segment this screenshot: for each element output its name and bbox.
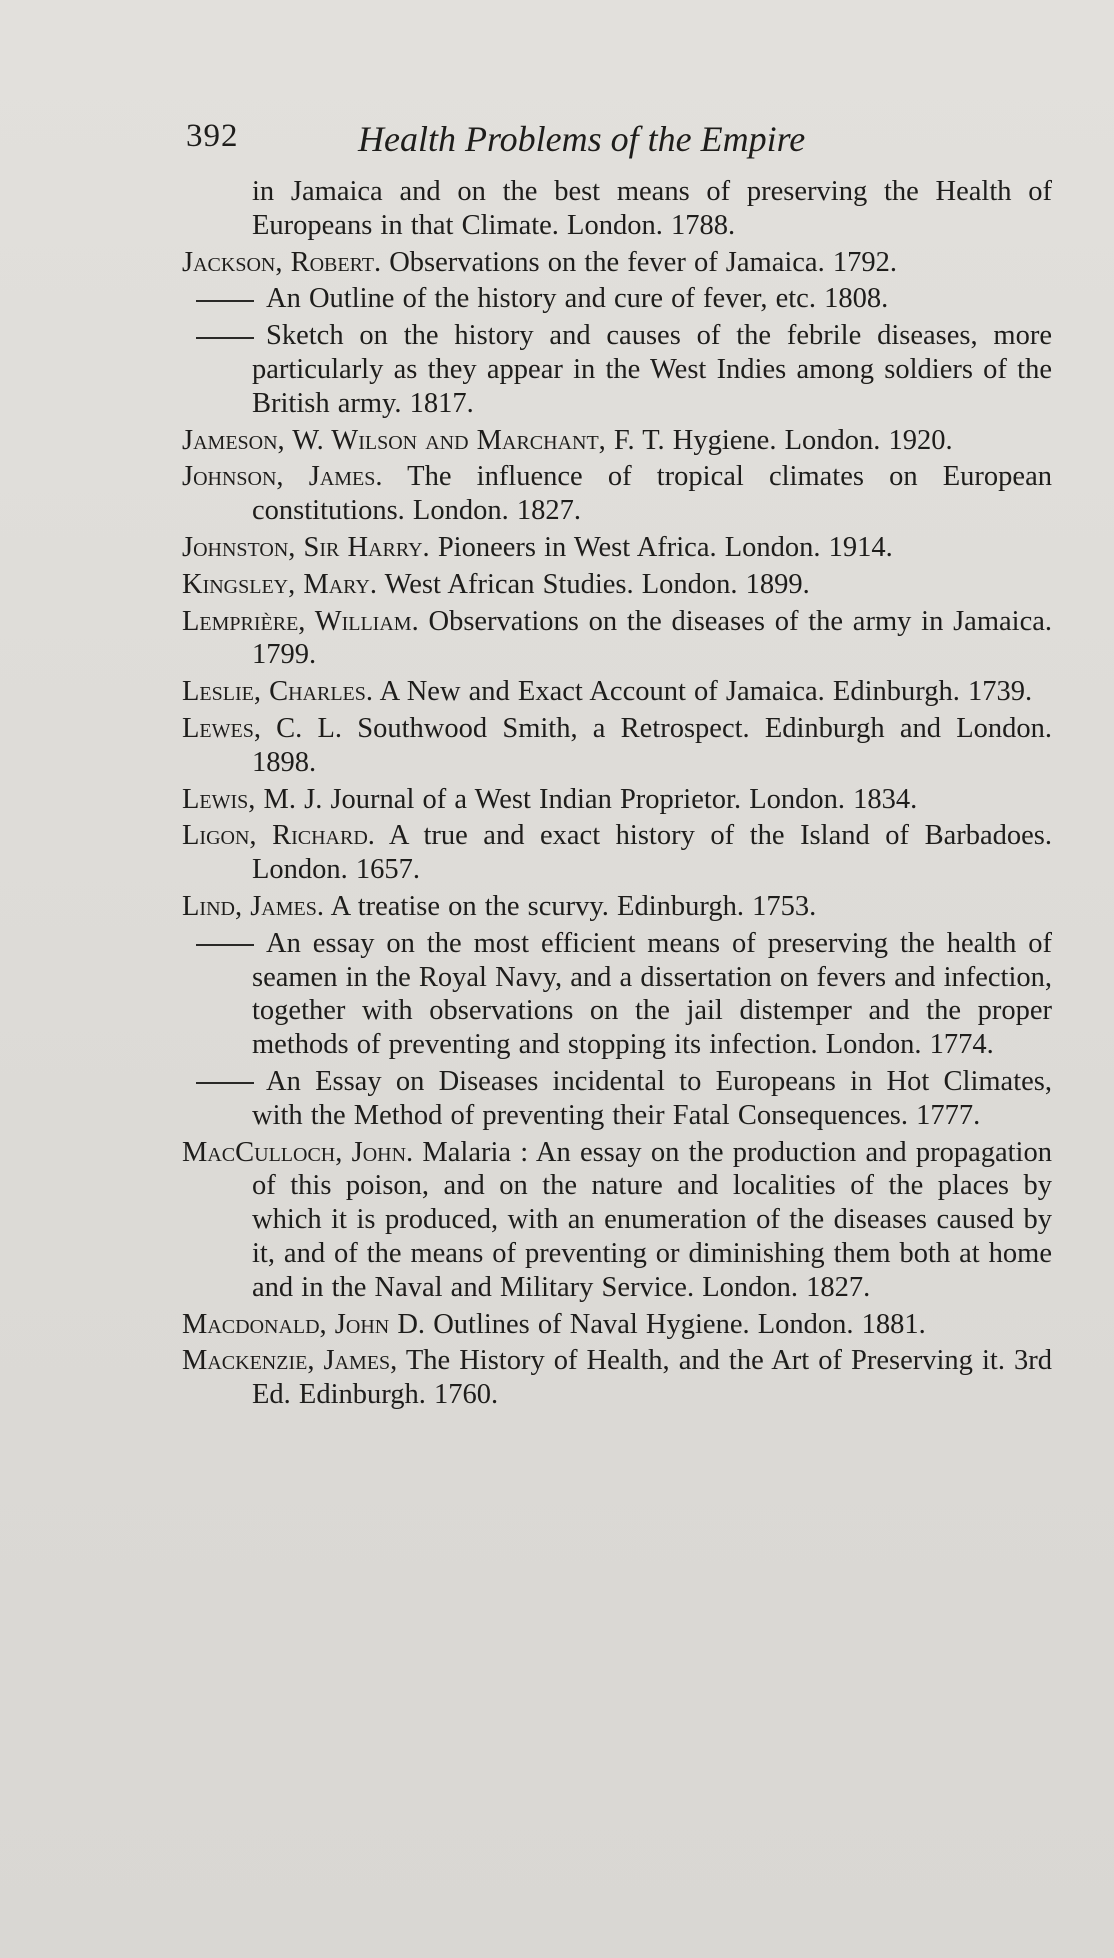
bibliography-entry bbox=[182, 175, 1052, 243]
entry-text: in Jamaica and on the best means of preserving the Health of Europeans in that Climate. London. 1788. bbox=[252, 176, 1052, 241]
entry-author: Lind, James. bbox=[182, 890, 324, 922]
bibliography-entry bbox=[182, 783, 1052, 817]
ditto-dash bbox=[196, 944, 254, 946]
bibliography-entry bbox=[182, 605, 1052, 673]
bibliography-entry bbox=[182, 890, 1052, 924]
entry-text: Journal of a West Indian Proprietor. London. 1834. bbox=[330, 783, 918, 815]
entry-text: West African Studies. London. 1899. bbox=[384, 568, 810, 600]
bibliography-entry bbox=[182, 246, 1052, 280]
bibliography-entry bbox=[182, 1136, 1052, 1305]
page-number: 392 bbox=[186, 118, 239, 154]
entry-author: Leslie, Charles. bbox=[182, 676, 374, 708]
entry-author: Jameson, W. Wilson and Marchant, F. T. bbox=[182, 424, 665, 456]
bibliography-entry bbox=[182, 319, 1052, 420]
entry-text: Hygiene. London. 1920. bbox=[672, 424, 953, 456]
entry-text: Observations on the fever of Jamaica. 1792. bbox=[389, 246, 897, 278]
bibliography-entry bbox=[182, 819, 1052, 887]
ditto-dash bbox=[196, 300, 254, 302]
entry-author: Johnston, Sir Harry. bbox=[182, 531, 430, 563]
ditto-dash bbox=[196, 337, 254, 339]
entry-text: Observations on the diseases of the army in Jamaica. 1799. bbox=[252, 605, 1052, 671]
entry-author: Macdonald, John D. bbox=[182, 1308, 426, 1340]
entry-text: Malaria : An essay on the production and propagation of this poison, and on the nature and localities of the places by which it is produced, with an enumeration of the diseases caused by it, and of the means of preventing or diminishing them both at home and in the Naval and Military Service. London. 1827. bbox=[252, 1136, 1052, 1303]
entry-author: Jackson, Robert. bbox=[182, 246, 382, 278]
entry-author: Ligon, Richard. bbox=[182, 820, 375, 852]
bibliography-entry bbox=[182, 712, 1052, 780]
bibliography-entry bbox=[182, 282, 1052, 316]
running-title: Health Problems of the Empire bbox=[358, 119, 806, 159]
entry-text: An Outline of the history and cure of fever, etc. 1808. bbox=[266, 283, 889, 315]
entry-author: Lewes, C. L. bbox=[182, 712, 343, 744]
entry-text: Sketch on the history and causes of the febrile diseases, more particularly as they appear in the West Indies among soldiers of the British army. 1817. bbox=[252, 320, 1052, 419]
bibliography-entry bbox=[182, 424, 1052, 458]
entry-text: A true and exact history of the Island of Barbadoes. London. 1657. bbox=[252, 820, 1052, 886]
entry-author: Lewis, M. J. bbox=[182, 783, 323, 815]
entry-author: Kingsley, Mary. bbox=[182, 568, 377, 600]
ditto-dash bbox=[196, 1082, 254, 1084]
entry-text: Southwood Smith, a Retrospect. Edinburgh and London. 1898. bbox=[252, 712, 1053, 778]
entry-author: Mackenzie, James, bbox=[182, 1345, 398, 1377]
entry-text: The History of Health, and the Art of Preserving it. 3rd Ed. Edinburgh. 1760. bbox=[252, 1345, 1052, 1411]
entry-author: Lemprière, William. bbox=[182, 605, 419, 637]
bibliography-entry bbox=[182, 675, 1052, 709]
entry-text: A New and Exact Account of Jamaica. Edinburgh. 1739. bbox=[379, 676, 1033, 708]
bibliography-entry bbox=[182, 1308, 1052, 1342]
entry-text: Outlines of Naval Hygiene. London. 1881. bbox=[433, 1308, 926, 1340]
entry-text: An essay on the most efficient means of preserving the health of seamen in the Royal Navy, and a dissertation on fevers and infection, together with observations on the jail distemper and the proper methods of preventing and stopping its infection. London. 1774. bbox=[252, 927, 1052, 1061]
entry-text: An Essay on Diseases incidental to Europeans in Hot Climates, with the Method of preventing their Fatal Consequences. 1777. bbox=[252, 1065, 1052, 1131]
entry-author: Johnson, James. bbox=[182, 461, 383, 493]
bibliography-list bbox=[182, 175, 1052, 1415]
entry-text: Pioneers in West Africa. London. 1914. bbox=[437, 531, 893, 563]
bibliography-entry bbox=[182, 460, 1052, 528]
bibliography-entry bbox=[182, 531, 1052, 565]
bibliography-entry bbox=[182, 927, 1052, 1062]
entry-author: MacCulloch, John. bbox=[182, 1136, 414, 1168]
bibliography-entry bbox=[182, 568, 1052, 602]
bibliography-entry bbox=[182, 1065, 1052, 1133]
page-header bbox=[186, 118, 1046, 166]
entry-text: The influence of tropical climates on European constitutions. London. 1827. bbox=[252, 461, 1052, 527]
entry-text: A treatise on the scurvy. Edinburgh. 1753. bbox=[330, 890, 817, 922]
bibliography-entry bbox=[182, 1344, 1052, 1412]
